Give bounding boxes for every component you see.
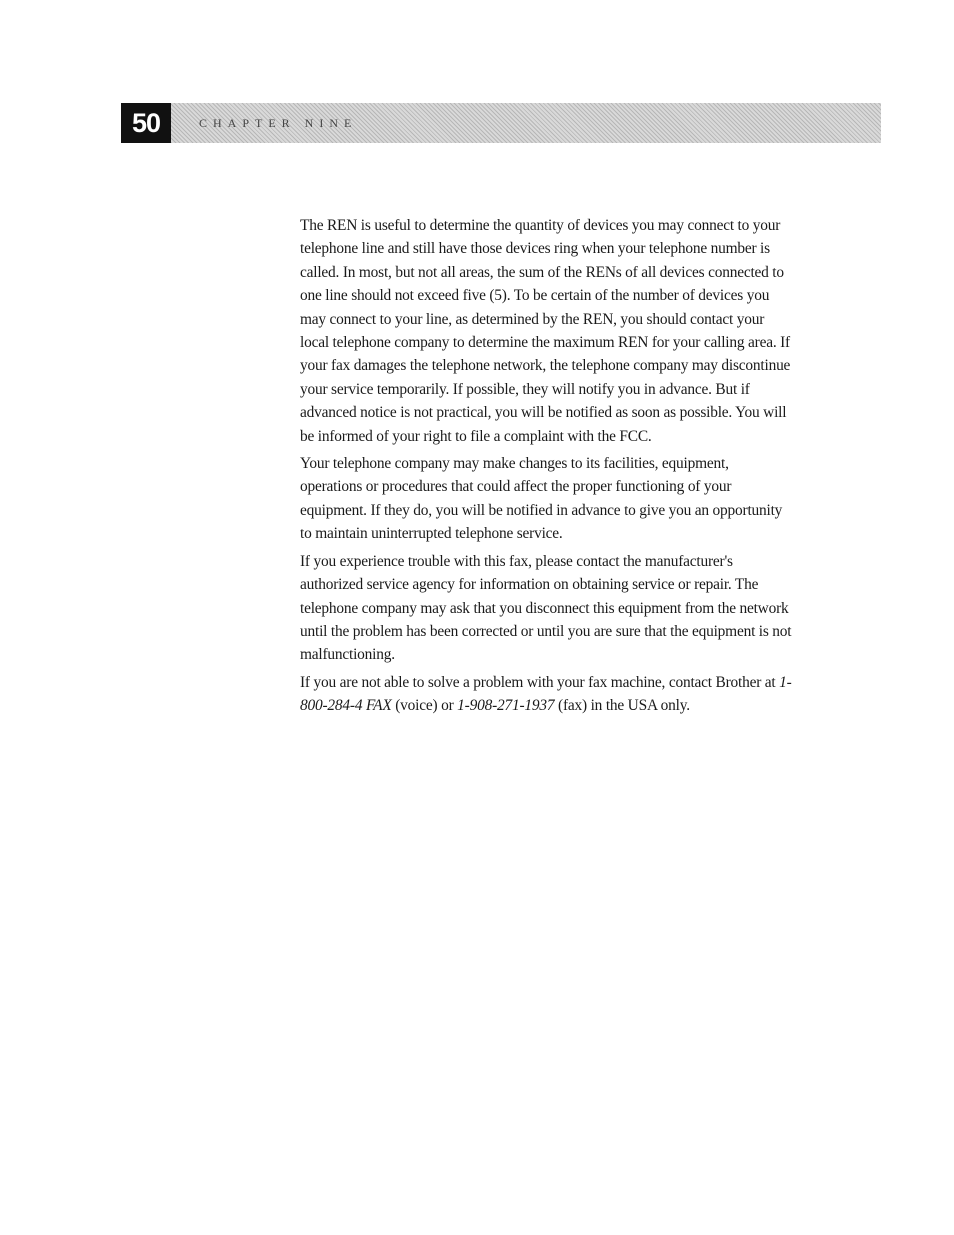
page-header bbox=[121, 103, 881, 143]
paragraph-trouble: If you experience trouble with this fax, please contact the manufacturer's authorized service agency for information on obtaining service or repair. The telephone company may ask that you disconnect this equipment from the network until the problem has been corrected or until you are sure that the equipment is not malfunctioning. bbox=[300, 552, 792, 664]
phone-voice: 1-800-284-4 FAX bbox=[300, 673, 792, 715]
body-text bbox=[300, 214, 792, 722]
phone-fax: 1-908-271-1937 bbox=[457, 697, 555, 715]
voice-label: (voice) or bbox=[395, 697, 454, 715]
fax-label: (fax) in the USA only. bbox=[558, 697, 690, 715]
page-number: 50 bbox=[121, 103, 171, 143]
contact-intro: If you are not able to solve a problem with your fax machine, contact Brother at bbox=[300, 673, 776, 691]
paragraph-ren: The REN is useful to determine the quantity of devices you may connect to your telephone line and still have those devices ring when your telephone number is called. In most, but not all areas, the sum of the RENs of all devices connected to one line should not exceed five (5). To be certain of the number of devices you may connect to your line, as determined by the REN, you should contact your local telephone company to determine the maximum REN for your calling area. If your fax damages the telephone network, the telephone company may discontinue your service temporarily. If possible, they will notify you in advance. But if advanced notice is not practical, you will be notified as soon as possible. You will be informed of your right to file a complaint with the FCC. bbox=[300, 217, 791, 445]
chapter-header-band bbox=[171, 103, 881, 143]
paragraph-changes: Your telephone company may make changes to its facilities, equipment, operations or procedures that could affect the proper functioning of your equipment. If they do, you will be notified in advance to give you an opportunity to maintain uninterrupted telephone service. bbox=[300, 455, 783, 543]
chapter-label: CHAPTER NINE bbox=[199, 115, 358, 130]
paragraph-contact bbox=[300, 671, 792, 718]
